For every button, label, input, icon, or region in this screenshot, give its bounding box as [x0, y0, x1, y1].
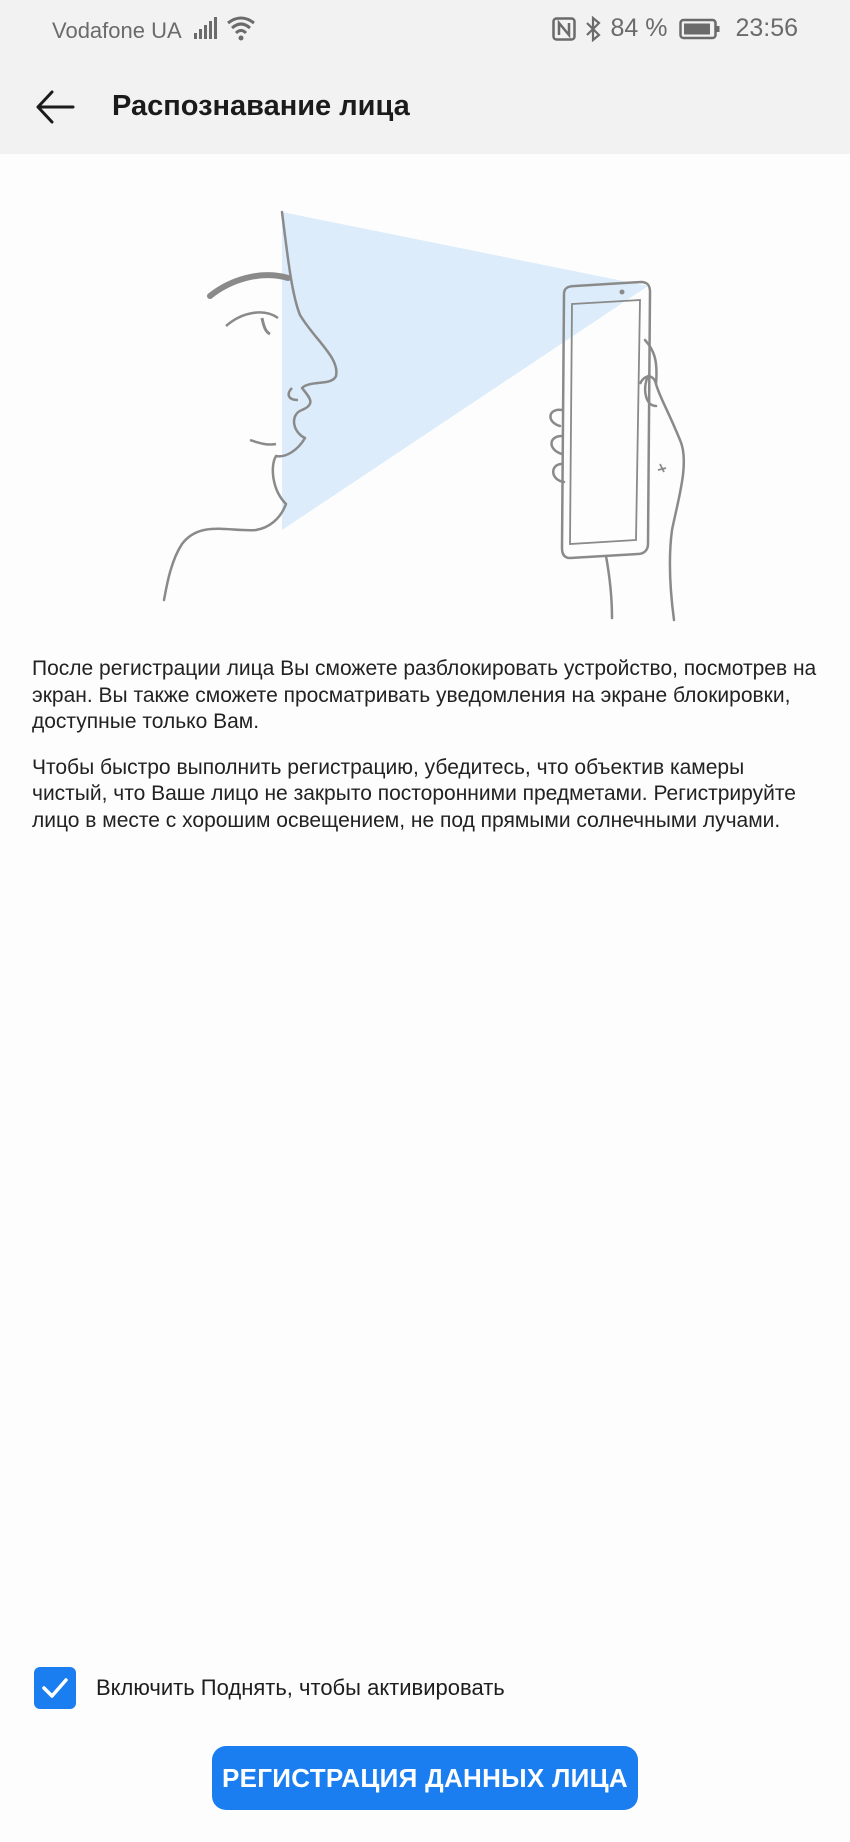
battery-icon	[679, 17, 721, 41]
phone-camera	[620, 290, 625, 295]
checkmark-icon	[41, 1677, 69, 1699]
raise-to-activate-toggle[interactable]	[34, 1667, 505, 1709]
back-button[interactable]	[22, 76, 88, 136]
description-paragraph-2: Чтобы быстро выполнить регистрацию, убедитесь, что объектив камеры чистый, что Ваше лицо не закрыто посторонними предметами. Регистрируйте лицо в месте с хорошим освещением, не под прямыми солнечными лучами.	[32, 755, 796, 832]
knuckle-mark	[658, 464, 666, 472]
carrier-name: Vodafone UA	[52, 18, 182, 43]
app-bar	[0, 58, 850, 154]
eye-lashes	[262, 318, 270, 334]
register-face-button[interactable]: РЕГИСТРАЦИЯ ДАННЫХ ЛИЦА	[212, 1746, 638, 1810]
status-icons	[552, 14, 798, 43]
description-paragraph-1: После регистрации лица Вы сможете разблокировать устройство, посмотрев на экран. Вы также сможете просматривать уведомления на экране блокировки, доступные только Вам.	[32, 657, 817, 733]
page-title: Распознавание лица	[112, 90, 410, 122]
eyebrow	[210, 275, 288, 296]
nfc-icon	[552, 17, 576, 41]
mouth-line	[250, 440, 276, 445]
bluetooth-icon	[584, 16, 602, 42]
wrist	[606, 556, 612, 618]
raise-to-activate-checkbox[interactable]	[34, 1667, 76, 1709]
phone-screen	[570, 300, 640, 544]
battery-percent: 84 %	[610, 14, 668, 42]
raise-to-activate-label: Включить Поднять, чтобы активировать	[96, 1675, 505, 1700]
signal-icon	[192, 15, 218, 41]
clock: 23:56	[735, 14, 798, 42]
back-arrow-icon	[35, 90, 75, 124]
wifi-icon	[226, 14, 256, 42]
status-bar	[0, 0, 850, 58]
thumb-nail	[640, 377, 656, 385]
eye-lid	[226, 312, 278, 326]
hand-outline	[645, 340, 684, 620]
description	[32, 656, 822, 853]
face-unlock-illustration	[160, 200, 700, 630]
